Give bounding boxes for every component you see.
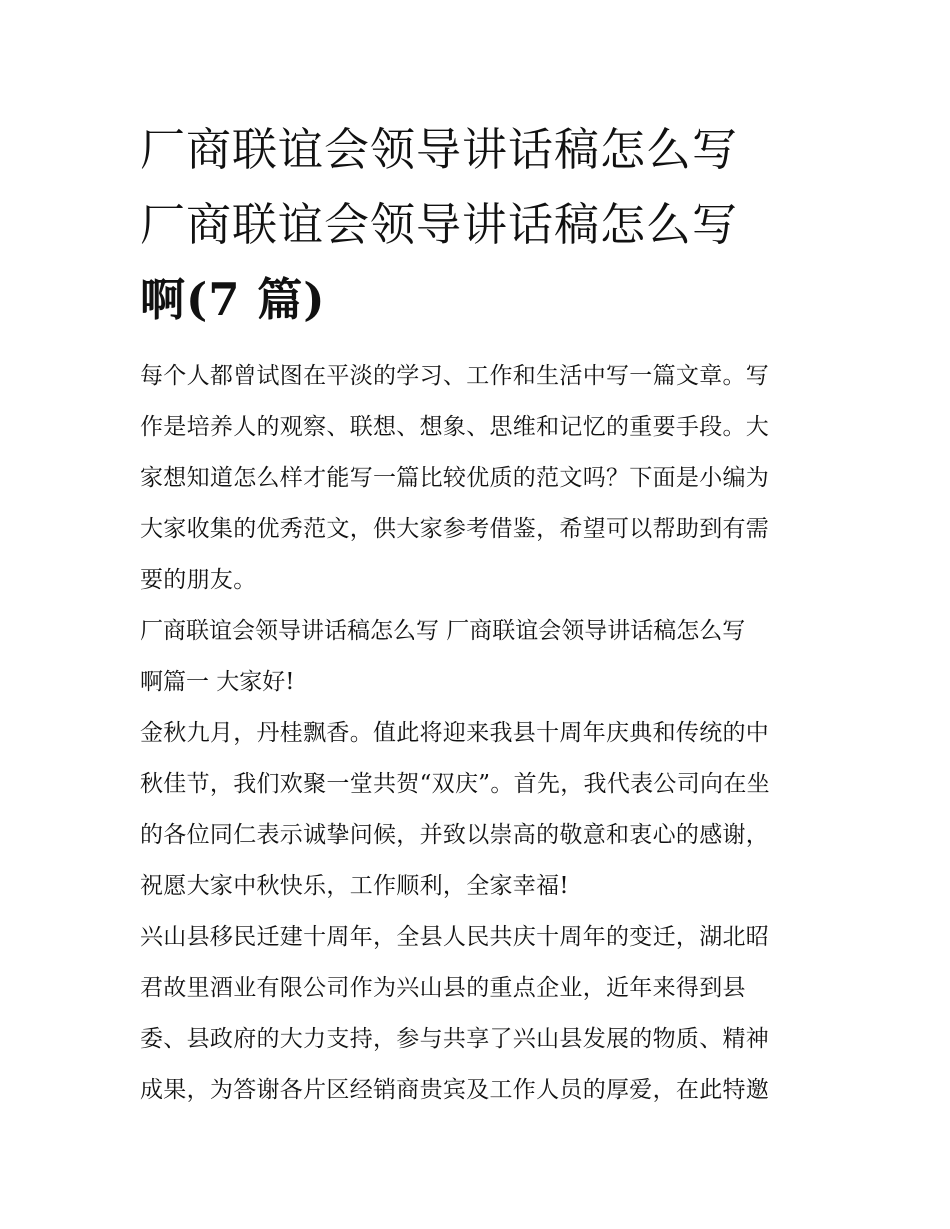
section-heading-line: 啊篇一 大家好! — [140, 669, 295, 695]
intro-line: 家想知道怎么样才能写一篇比较优质的范文吗？下面是小编为 — [140, 465, 770, 491]
document-title — [140, 112, 815, 337]
section-heading-line: 厂商联谊会领导讲话稿怎么写 厂商联谊会领导讲话稿怎么写 — [140, 618, 746, 644]
paragraph-line: 成果，为答谢各片区经销商贵宾及工作人员的厚爱，在此特邀 — [140, 1077, 770, 1103]
intro-paragraph — [140, 351, 815, 606]
intro-line: 大家收集的优秀范文，供大家参考借鉴，希望可以帮助到有需 — [140, 516, 770, 542]
document-page — [140, 112, 815, 1116]
title-line-2: 厂商联谊会领导讲话稿怎么写 — [140, 198, 739, 251]
intro-line: 要的朋友。 — [140, 567, 257, 593]
paragraph-line: 君故里酒业有限公司作为兴山县的重点企业，近年来得到县 — [140, 975, 746, 1001]
intro-line: 每个人都曾试图在平淡的学习、工作和生活中写一篇文章。写 — [140, 363, 770, 389]
title-line-1: 厂商联谊会领导讲话稿怎么写 — [140, 123, 739, 176]
paragraph-line: 的各位同仁表示诚挚问候，并致以崇高的敬意和衷心的感谢， — [140, 822, 770, 848]
paragraph-line: 秋佳节，我们欢聚一堂共贺“双庆”。首先，我代表公司向在坐 — [140, 771, 770, 797]
intro-line: 作是培养人的观察、联想、想象、思维和记忆的重要手段。大 — [140, 414, 770, 440]
document-body — [140, 351, 815, 1116]
section-heading — [140, 606, 815, 708]
paragraph-line: 金秋九月，丹桂飘香。值此将迎来我县十周年庆典和传统的中 — [140, 720, 770, 746]
paragraph-line: 祝愿大家中秋快乐，工作顺利，全家幸福! — [140, 873, 569, 899]
paragraph-2 — [140, 912, 815, 1116]
paragraph-line: 委、县政府的大力支持，参与共享了兴山县发展的物质、精神 — [140, 1026, 770, 1052]
paragraph-line: 兴山县移民迁建十周年，全县人民共庆十周年的变迁，湖北昭 — [140, 924, 770, 950]
paragraph-1 — [140, 708, 815, 912]
title-line-3: 啊(7 篇) — [140, 273, 326, 326]
